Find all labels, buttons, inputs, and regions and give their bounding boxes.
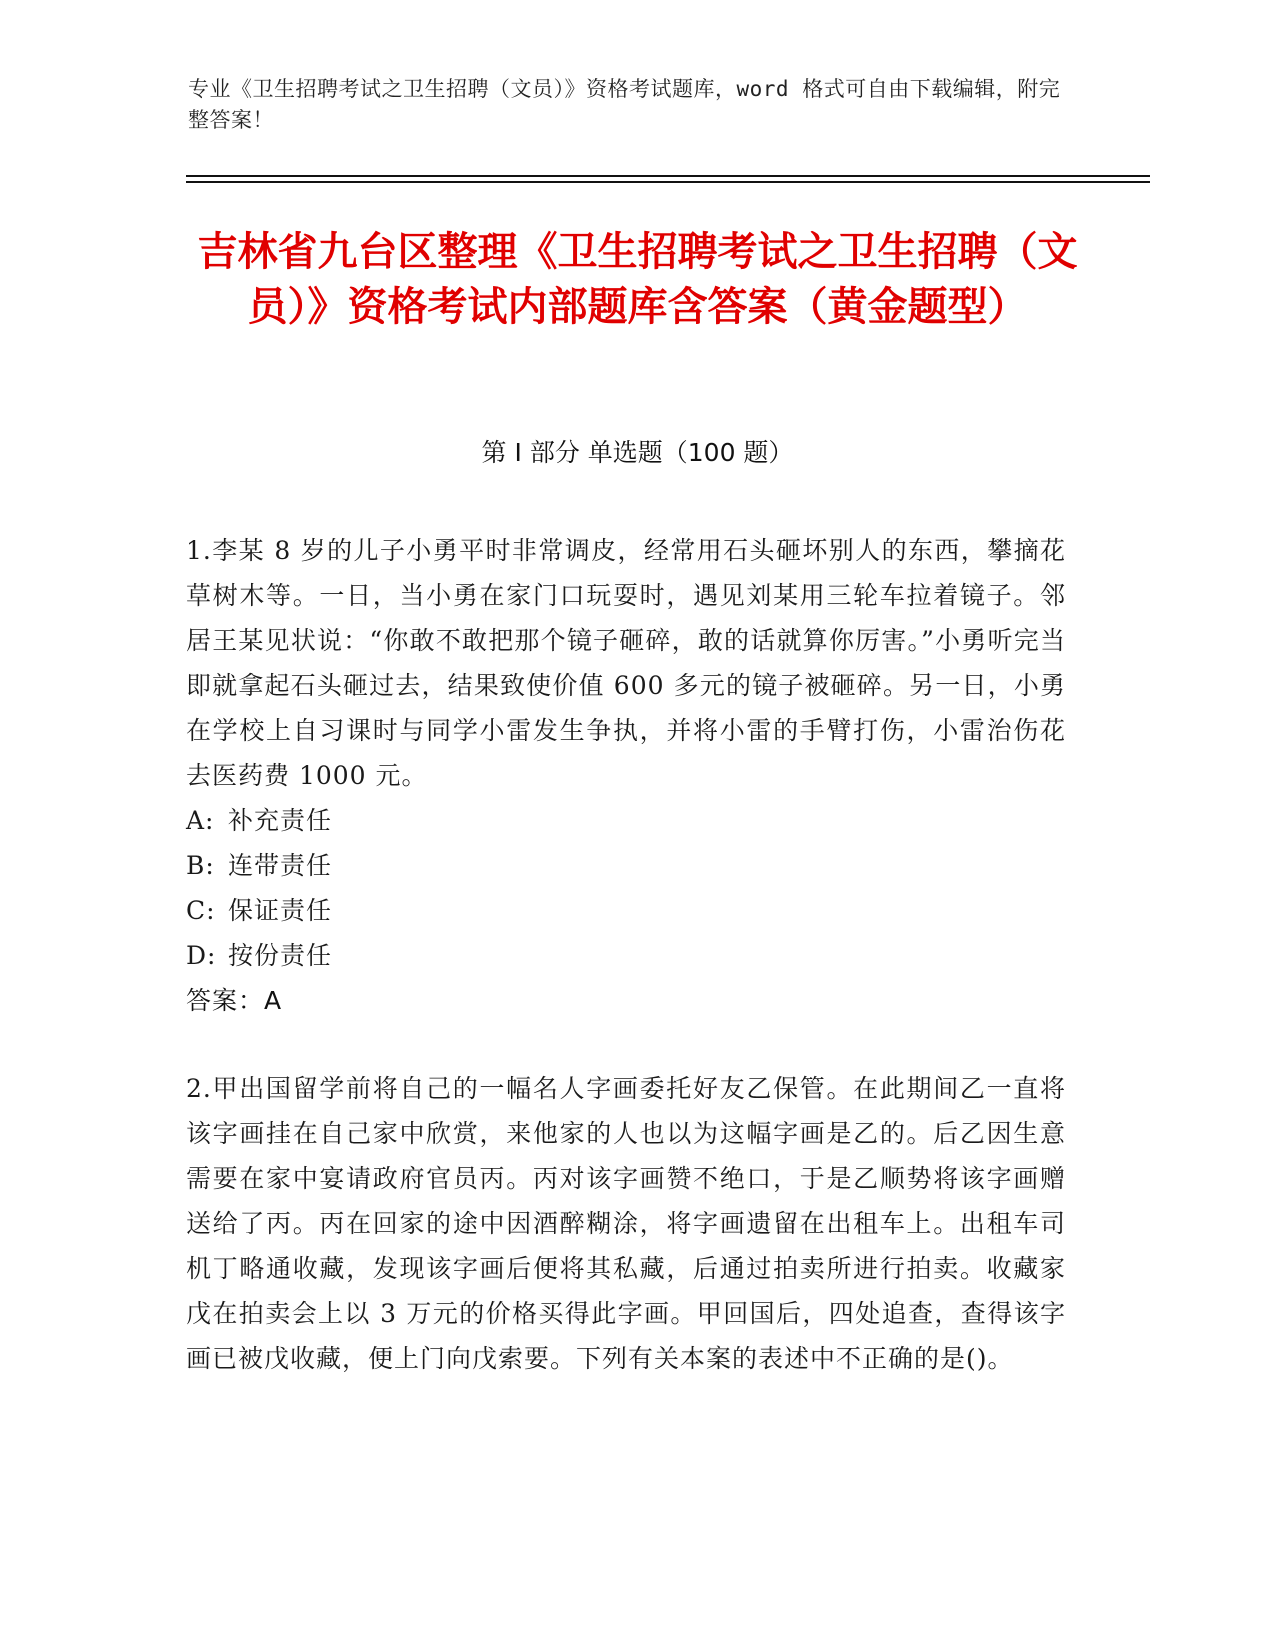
answer-label: 答案：A [186, 986, 283, 1015]
option-d [186, 933, 1066, 978]
option-text: 连带责任 [228, 851, 333, 880]
option-a [186, 798, 1066, 843]
question-stem: 1.李某 8 岁的儿子小勇平时非常调皮，经常用石头砸坏别人的东西，攀摘花草树木等。一日，当小勇在家门口玩耍时，遇见刘某用三轮车拉着镜子。邻居王某见状说：“你敢不敢把那个镜子砸碎，敢的话就算你厉害。”小勇听完当即就拿起石头砸过去，结果致使价值 600 多元的镜子被砸碎。另一日，小勇在学校上自习课时与同学小雷发生争执，并将小雷的手臂打伤，小雷治伤花去医药费 1000 元。 [186, 536, 1066, 790]
option-text: 按份责任 [228, 941, 333, 970]
option-b [186, 843, 1066, 888]
option-c [186, 888, 1066, 933]
document-title: 吉林省九台区整理《卫生招聘考试之卫生招聘（文员）》资格考试内部题库含答案（黄金题型） [197, 229, 1078, 330]
question-stem: 2.甲出国留学前将自己的一幅名人字画委托好友乙保管。在此期间乙一直将该字画挂在自己家中欣赏，来他家的人也以为这幅字画是乙的。后乙因生意需要在家中宴请政府官员丙。丙对该字画赞不绝口，于是乙顺势将该字画赠送给了丙。丙在回家的途中因酒醉糊涂，将字画遗留在出租车上。出租车司机丁略通收藏，发现该字画后便将其私藏，后通过拍卖所进行拍卖。收藏家戊在拍卖会上以 3 万元的价格买得此字画。甲回国后，四处追查，查得该字画已被戊收藏，便上门向戊索要。下列有关本案的表述中不正确的是()。 [186, 1074, 1066, 1373]
option-letter: C: [186, 896, 216, 925]
question-2 [186, 1066, 1066, 1381]
option-letter: D: [186, 941, 217, 970]
header-rule-top [186, 175, 1150, 177]
question-1 [186, 528, 1066, 1023]
option-text: 补充责任 [228, 806, 333, 835]
option-letter: B: [186, 851, 215, 880]
header-note: 专业《卫生招聘考试之卫生招聘（文员）》资格考试题库，word 格式可自由下载编辑，附完整答案！ [188, 77, 1061, 132]
option-letter: A: [186, 806, 215, 835]
header-rule-bottom [186, 181, 1150, 183]
option-text: 保证责任 [228, 896, 333, 925]
section-title: 第 I 部分 单选题（100 题） [481, 438, 794, 467]
